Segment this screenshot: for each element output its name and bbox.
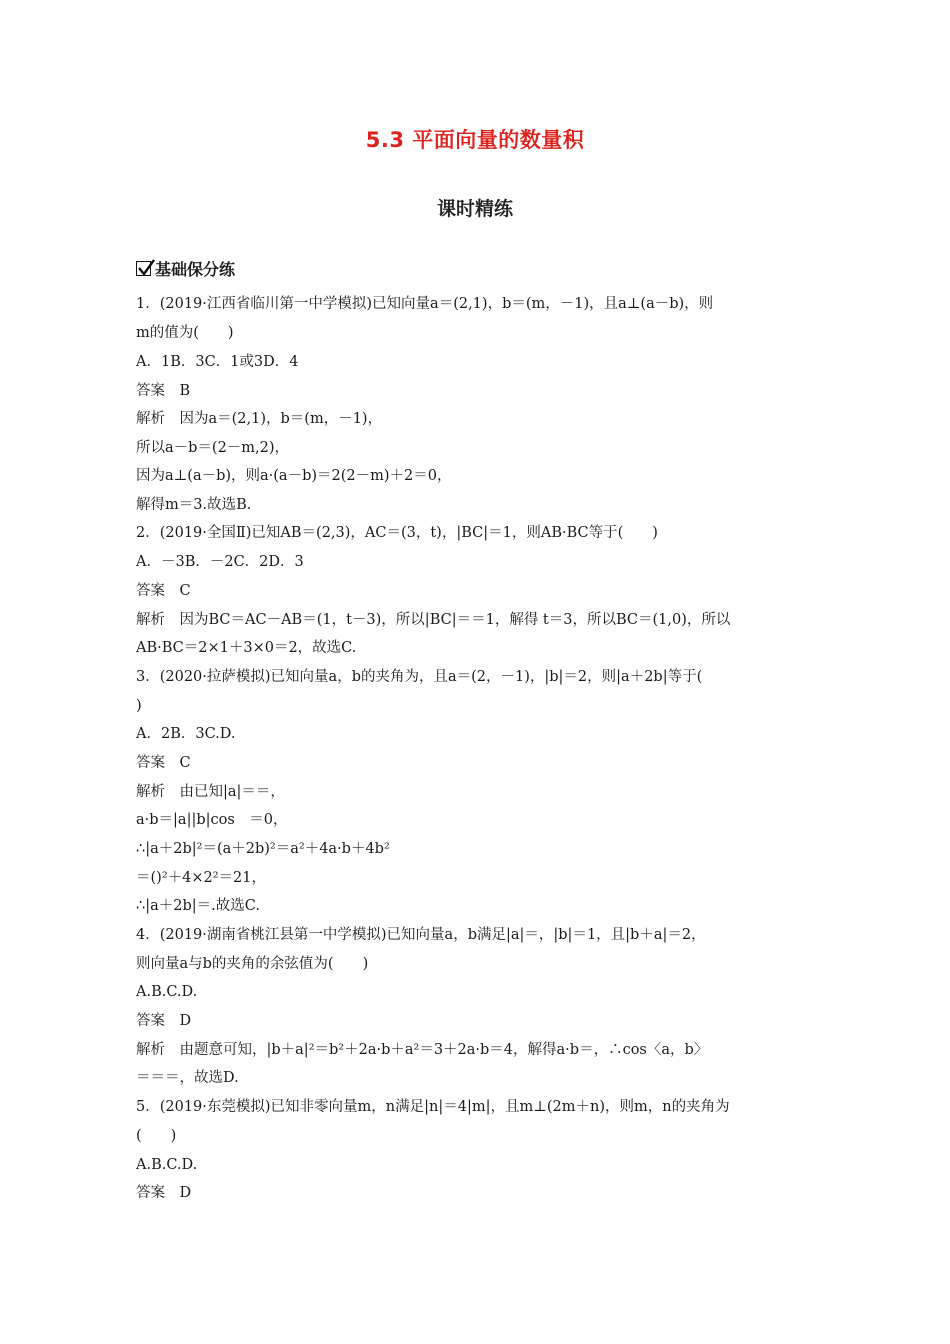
page-title: 5.3 平面向量的数量积	[365, 128, 585, 152]
text-line: AB·BC＝2×1＋3×0＝2，故选C.	[136, 640, 357, 656]
text-line: A．2B．3C.D.	[136, 726, 236, 742]
text-line: A.B.C.D.	[136, 984, 198, 1000]
text-line: 因为a⊥(a－b)，则a·(a－b)＝2(2－m)＋2＝0，	[136, 468, 452, 484]
section-label: 基础保分练	[155, 259, 236, 279]
text-line: 答案 C	[136, 755, 191, 771]
text-line: 3．(2020·拉萨模拟)已知向量a，b的夹角为，且a＝(2，－1)，|b|＝2，则|a＋2b|等于(	[136, 669, 703, 685]
text-line: ∴|a＋2b|²＝(a＋2b)²＝a²＋4a·b＋4b²	[136, 841, 390, 857]
text-line: 答案 C	[136, 583, 191, 599]
text-line: 解析 由题意可知，|b＋a|²＝b²＋2a·b＋a²＝3＋2a·b＝4，解得a·b＝，∴cos〈a，b〉	[136, 1042, 709, 1058]
text-line: )	[136, 698, 142, 714]
text-line: ∴|a＋2b|＝.故选C.	[136, 898, 260, 914]
text-line: 答案 B	[136, 383, 191, 399]
checkbox-checked-icon	[136, 261, 151, 276]
text-line: 解析 因为BC＝AC－AB＝(1，t－3)，所以|BC|＝＝1，解得 t＝3，所以BC＝(1,0)，所以	[136, 612, 731, 628]
text-line: a·b＝|a||b|cos ＝0，	[136, 812, 288, 828]
text-line: A.B.C.D.	[136, 1157, 198, 1173]
page-subtitle: 课时精练	[436, 198, 513, 220]
text-line: 则向量a与b的夹角的余弦值为( )	[136, 956, 369, 972]
text-line: 解得m＝3.故选B.	[136, 497, 252, 513]
text-line: 解析 因为a＝(2,1)，b＝(m，－1)，	[136, 411, 383, 427]
text-line: A．－3B．－2C．2D．3	[136, 554, 304, 570]
text-line: A．1B．3C．1或3D．4	[136, 354, 299, 370]
text-line: 解析 由已知|a|＝＝，	[136, 784, 285, 800]
text-line: 5．(2019·东莞模拟)已知非零向量m，n满足|n|＝4|m|，且m⊥(2m＋n)，则m，n的夹角为	[136, 1099, 730, 1115]
text-line: ＝()²＋4×2²＝21，	[136, 870, 266, 886]
text-line: 答案 D	[136, 1185, 192, 1201]
section-heading	[136, 256, 235, 280]
text-line: 2．(2019·全国Ⅱ)已知AB＝(2,3)，AC＝(3，t)，|BC|＝1，则AB·BC等于( )	[136, 525, 658, 541]
text-line: ＝＝＝，故选D.	[136, 1070, 239, 1086]
text-line: m的值为( )	[136, 325, 234, 341]
text-line: ( )	[136, 1128, 177, 1144]
text-line: 答案 D	[136, 1013, 192, 1029]
text-line: 所以a－b＝(2－m,2)，	[136, 440, 290, 456]
text-line: 4．(2019·湖南省桃江县第一中学模拟)已知向量a，b满足|a|＝，|b|＝1，且|b＋a|＝2，	[136, 927, 706, 943]
text-line: 1．(2019·江西省临川第一中学模拟)已知向量a＝(2,1)，b＝(m，－1)，且a⊥(a－b)，则	[136, 296, 714, 312]
